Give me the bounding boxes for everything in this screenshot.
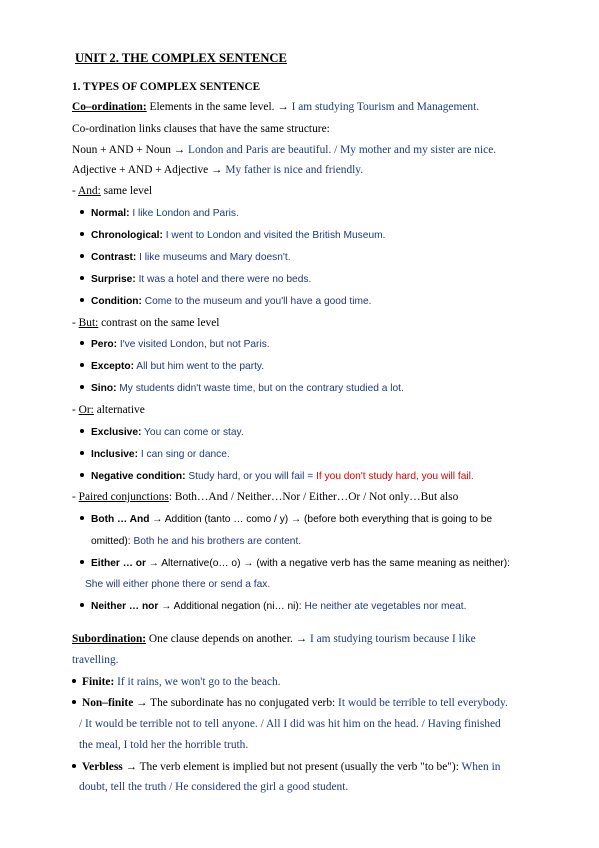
paired-heading-line	[72, 491, 458, 503]
adj-rule-line	[72, 164, 363, 176]
item-desc: → Additional negation (ni… ni):	[158, 601, 305, 612]
bullet-icon	[80, 516, 84, 520]
bullet-icon	[80, 341, 84, 345]
verbless-line-2: doubt, tell the truth / He considered the girl a good student.	[79, 781, 349, 793]
bullet-icon	[72, 700, 76, 704]
finite-line	[72, 676, 281, 688]
bullet-icon	[80, 363, 84, 367]
list-item	[80, 601, 466, 612]
item-term: Neither … nor	[91, 601, 159, 612]
item-term: Both … And	[91, 514, 150, 525]
but-desc: contrast on the same level	[98, 317, 220, 329]
paired-desc: : Both…And / Neither…Nor / Either…Or / Not only…But also	[168, 491, 459, 503]
adj-example: My father is nice and friendly.	[225, 164, 364, 176]
item-example: If it rains, we won't go to the beach.	[114, 676, 281, 688]
list-item	[80, 558, 510, 569]
item-example: I've visited London, but not Paris.	[117, 339, 270, 350]
item-example: I like London and Paris.	[129, 208, 239, 219]
but-heading-line	[72, 317, 219, 329]
bullet-icon	[80, 603, 84, 607]
or-label: Or:	[78, 404, 94, 416]
list-item	[80, 252, 291, 263]
list-item-continued: She will either phone there or send a fax.	[85, 579, 271, 590]
item-example: I like museums and Mary doesn't.	[136, 252, 291, 263]
bullet-icon	[80, 276, 84, 280]
item-desc: → The verb element is implied but not present (usually the verb "to be"):	[122, 761, 462, 773]
item-desc: → The subordinate has no conjugated verb:	[133, 697, 339, 709]
item-term: Pero:	[91, 339, 118, 350]
noun-rule: Noun + AND + Noun →	[72, 144, 188, 156]
item-example: I can sing or dance.	[138, 449, 230, 460]
item-term: Negative condition:	[91, 471, 186, 482]
noun-example: London and Paris are beautiful. / My mother and my sister are nice.	[188, 144, 497, 156]
verbless-line	[72, 761, 500, 773]
bullet-icon	[72, 679, 76, 683]
list-item	[80, 208, 239, 219]
list-item	[80, 427, 244, 438]
coordination-text: Elements in the same level. →	[146, 101, 292, 113]
section-heading: 1. TYPES OF COMPLEX SENTENCE	[72, 81, 261, 93]
bullet-icon	[72, 764, 76, 768]
coordination-heading: Co–ordination:	[72, 101, 147, 113]
item-term: Contrast:	[91, 252, 137, 263]
page-title: UNIT 2. THE COMPLEX SENTENCE	[75, 51, 287, 65]
item-term: Either … or	[91, 558, 146, 569]
bullet-icon	[80, 254, 84, 258]
item-example: All but him went to the party.	[134, 361, 265, 372]
item-example: Study hard, or you will fail =	[185, 471, 317, 482]
list-item	[80, 471, 474, 482]
item-desc: → Addition (tanto … como / y) → (before both everything that is going to be	[149, 514, 493, 525]
list-item-continued	[91, 536, 301, 547]
nonfinite-line	[72, 697, 508, 709]
list-item	[80, 274, 311, 285]
item-desc: → Alternative(o… o) → (with a negative verb has the same meaning as neither):	[145, 558, 511, 569]
item-desc: omitted):	[91, 536, 134, 547]
item-term: Condition:	[91, 296, 142, 307]
nonfinite-line-3: the meal, I told her the horrible truth.	[79, 739, 249, 751]
dash: -	[72, 185, 79, 197]
item-term: Exclusive:	[91, 427, 142, 438]
and-label: And:	[78, 185, 101, 197]
item-example: It would be terrible to tell everybody.	[338, 697, 508, 709]
item-term: Excepto:	[91, 361, 135, 372]
bullet-icon	[80, 473, 84, 477]
list-item	[80, 230, 385, 241]
list-item	[80, 514, 492, 525]
adj-rule: Adjective + AND + Adjective →	[72, 164, 226, 176]
list-item	[80, 449, 230, 460]
coordination-example: I am studying Tourism and Management.	[291, 101, 480, 113]
item-term: Non–finite	[82, 697, 134, 709]
paired-label: Paired conjunctions	[78, 491, 169, 503]
nonfinite-line-2: / It would be terrible not to tell anyone. / All I did was hit him on the head. / Having finished	[79, 718, 501, 730]
bullet-icon	[80, 429, 84, 433]
subordination-heading: Subordination:	[72, 633, 147, 645]
item-term: Surprise:	[91, 274, 136, 285]
item-term: Verbless	[82, 761, 123, 773]
but-label: But:	[78, 317, 99, 329]
item-example: I went to London and visited the British Museum.	[162, 230, 386, 241]
item-example: It was a hotel and there were no beds.	[135, 274, 312, 285]
or-desc: alternative	[93, 404, 145, 416]
and-desc: same level	[100, 185, 153, 197]
coordination-line	[72, 101, 479, 113]
coordination-line-2: Co-ordination links clauses that have the same structure:	[72, 123, 330, 135]
bullet-icon	[80, 298, 84, 302]
item-example: He neither ate vegetables nor meat.	[304, 601, 467, 612]
item-example: You can come or stay.	[141, 427, 244, 438]
subordination-example-2: travelling.	[72, 654, 119, 666]
subordination-example: I am studying tourism because I like	[309, 633, 476, 645]
subordination-line	[72, 633, 536, 645]
item-example-red: If you don't study hard, you will fail.	[316, 471, 474, 482]
bullet-icon	[80, 210, 84, 214]
item-term: Chronological:	[91, 230, 163, 241]
dash: -	[72, 404, 79, 416]
item-term: Finite:	[82, 676, 115, 688]
bullet-icon	[80, 232, 84, 236]
and-heading-line	[72, 185, 152, 197]
item-example: When in	[461, 761, 501, 773]
list-item	[80, 296, 372, 307]
or-heading-line	[72, 404, 145, 416]
list-item	[80, 339, 270, 350]
subordination-text: One clause depends on another. →	[146, 633, 310, 645]
noun-rule-line	[72, 144, 496, 156]
item-example: Both he and his brothers are content.	[133, 536, 302, 547]
item-term: Normal:	[91, 208, 130, 219]
bullet-icon	[80, 451, 84, 455]
dash: -	[72, 317, 79, 329]
item-example: My students didn't waste time, but on the contrary studied a lot.	[116, 383, 404, 394]
item-term: Sino:	[91, 383, 117, 394]
list-item	[80, 361, 264, 372]
item-example: Come to the museum and you'll have a good time.	[141, 296, 372, 307]
bullet-icon	[80, 560, 84, 564]
bullet-icon	[80, 385, 84, 389]
dash: -	[72, 491, 79, 503]
list-item	[80, 383, 404, 394]
item-term: Inclusive:	[91, 449, 138, 460]
